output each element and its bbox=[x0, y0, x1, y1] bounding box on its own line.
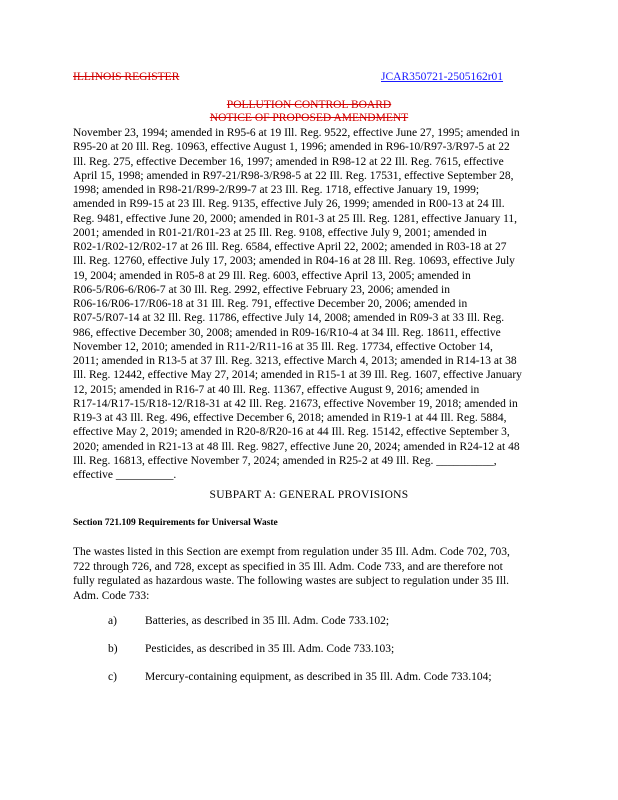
history-line: 2011; amended in R13-5 at 37 Ill. Reg. 3213, effective March 4, 2013; amended in R14-13 at 38 bbox=[73, 355, 517, 367]
intro-paragraph bbox=[73, 545, 603, 603]
history-paragraph bbox=[73, 126, 603, 482]
history-line: November 12, 2010; amended in R11-2/R11-16 at 35 Ill. Reg. 17734, effective October 14, bbox=[73, 340, 493, 353]
section-heading: Section 721.109 Requirements for Universal Waste bbox=[73, 518, 278, 528]
history-line: R07-5/R07-14 at 32 Ill. Reg. 11786, effective July 14, 2008; amended in R09-3 at 33 Ill. Reg. bbox=[73, 312, 505, 325]
history-line: 986, effective December 30, 2008; amended in R09-16/R10-4 at 34 Ill. Reg. 18611, effective bbox=[73, 326, 501, 339]
history-line: 1998; amended in R98-21/R99-2/R99-7 at 23 Ill. Reg. 1718, effective January 19, 1999; bbox=[73, 184, 480, 196]
history-line: November 23, 1994; amended in R95-6 at 19 Ill. Reg. 9522, effective June 27, 1995; amended in bbox=[73, 127, 520, 139]
history-line: Ill. Reg. 16813, effective November 7, 2024; amended in R25-2 at 49 Ill. Reg. __________, bbox=[73, 454, 497, 467]
history-line: effective May 2, 2019; amended in R20-8/R20-16 at 44 Ill. Reg. 15142, effective September 3, bbox=[73, 426, 510, 439]
history-line: R06-16/R06-17/R06-18 at 31 Ill. Reg. 791, effective December 20, 2006; amended in bbox=[73, 298, 468, 310]
history-line: Ill. Reg. 12760, effective July 17, 2003; amended in R04-16 at 28 Ill. Reg. 10693, effective July bbox=[73, 255, 515, 268]
intro-line: fully regulated as hazardous waste. The following wastes are subject to regulation under 35 Ill. bbox=[73, 575, 510, 587]
intro-line: Adm. Code 733: bbox=[73, 589, 150, 602]
history-line: R17-14/R17-15/R18-12/R18-31 at 42 Ill. Reg. 21673, effective November 19, 2018; amended in bbox=[73, 397, 518, 410]
list-item bbox=[108, 615, 389, 627]
notice-title: NOTICE OF PROPOSED AMENDMENT bbox=[209, 112, 409, 124]
history-line: 12, 2015; amended in R16-7 at 40 Ill. Reg. 11367, effective August 9, 2016; amended in bbox=[73, 383, 480, 396]
subpart-heading: SUBPART A: GENERAL PROVISIONS bbox=[209, 489, 409, 501]
history-line: April 15, 1998; amended in R97-21/R98-3/R98-5 at 22 Ill. Reg. 17531, effective September 28, bbox=[73, 169, 514, 182]
history-line: R06-5/R06-6/R06-7 at 30 Ill. Reg. 2992, effective February 23, 2006; amended in bbox=[73, 283, 450, 296]
history-line: 2001; amended in R01-21/R01-23 at 25 Ill. Reg. 9108, effective July 9, 2001; amended in bbox=[73, 226, 487, 239]
list-item-text: Pesticides, as described in 35 Ill. Adm. Code 733.103; bbox=[145, 643, 395, 655]
intro-line: 722 through 726, and 728, except as specified in 35 Ill. Adm. Code 733, and are therefore not bbox=[73, 560, 503, 573]
history-line: R19-3 at 43 Ill. Reg. 496, effective December 6, 2018; amended in R19-1 at 44 Ill. Reg. 5884, bbox=[73, 412, 507, 424]
list-item bbox=[108, 643, 394, 655]
list-item-marker: b) bbox=[108, 643, 118, 655]
history-line: 19, 2004; amended in R05-8 at 29 Ill. Reg. 6003, effective April 13, 2005; amended in bbox=[73, 269, 471, 282]
history-line: 2020; amended in R21-13 at 48 Ill. Reg. 9827, effective June 20, 2024; amended in R24-12 at 48 bbox=[73, 440, 520, 453]
history-line: R95-20 at 20 Ill. Reg. 10963, effective August 1, 1996; amended in R96-10/R97-3/R97-5 at 22 bbox=[73, 141, 510, 154]
list-item-marker: a) bbox=[108, 615, 117, 627]
agency-name: POLLUTION CONTROL BOARD bbox=[226, 99, 392, 111]
list-item-text: Mercury-containing equipment, as described in 35 Ill. Adm. Code 733.104; bbox=[145, 671, 492, 683]
history-line: Ill. Reg. 275, effective December 16, 1997; amended in R98-12 at 22 Ill. Reg. 7615, effective bbox=[73, 155, 504, 168]
register-header: ILLINOIS REGISTER bbox=[73, 71, 180, 83]
intro-line: The wastes listed in this Section are exempt from regulation under 35 Ill. Adm. Code 702, 703, bbox=[73, 546, 510, 558]
list-item bbox=[108, 671, 492, 683]
history-line: Reg. 9481, effective June 20, 2000; amended in R01-3 at 25 Ill. Reg. 1281, effective January 11, bbox=[73, 212, 518, 225]
history-line: Ill. Reg. 12442, effective May 27, 2014; amended in R15-1 at 39 Ill. Reg. 1607, effective January bbox=[73, 369, 522, 382]
history-line: amended in R99-15 at 23 Ill. Reg. 9135, effective July 26, 1999; amended in R00-13 at 24 Ill. bbox=[73, 198, 505, 211]
history-line: R02-1/R02-12/R02-17 at 26 Ill. Reg. 6584, effective April 22, 2002; amended in R03-18 at 27 bbox=[73, 241, 507, 253]
document-code-link[interactable]: JCAR350721-2505162r01 bbox=[381, 71, 504, 83]
list-item-text: Batteries, as described in 35 Ill. Adm. Code 733.102; bbox=[145, 615, 390, 627]
list-item-marker: c) bbox=[108, 671, 117, 683]
history-line: effective __________. bbox=[73, 469, 177, 481]
